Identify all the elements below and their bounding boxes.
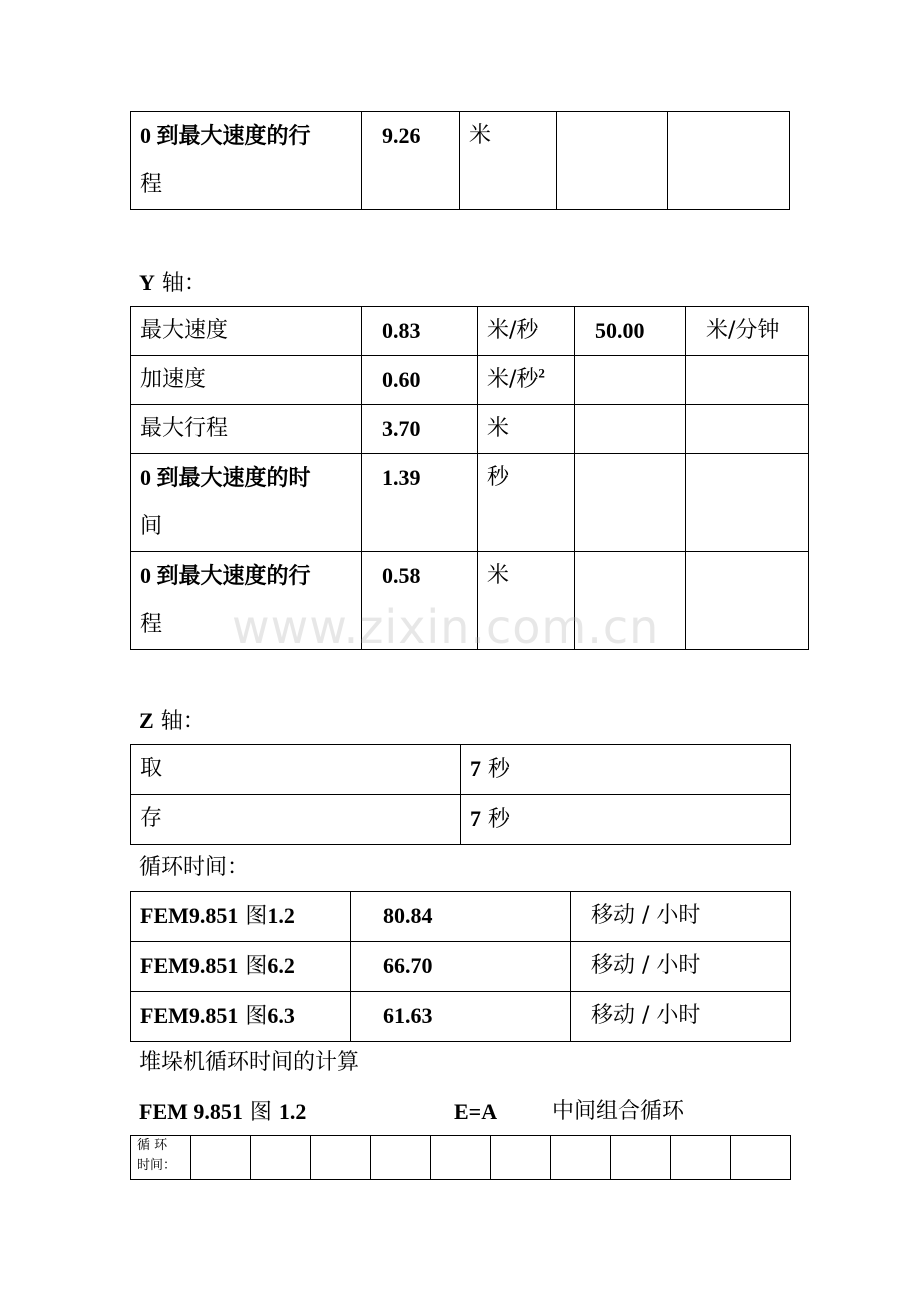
cycle-grid-cell [731,1136,791,1180]
x-travel-label-line1: 0 到最大速度的行 [140,123,311,148]
cycle-grid-cell [191,1136,251,1180]
y-time-empty-2 [686,454,809,552]
x-travel-empty-2 [668,112,790,210]
z-axis-letter: Z [139,708,154,733]
cycle-row-1-fig-label: 图 [245,904,268,929]
cycle-row-1-fig-num: 1.2 [267,903,295,928]
y-max-speed-unit2: 米/分钟 [686,307,809,356]
y-axis-heading [139,268,206,299]
y-max-speed-value: 0.83 [362,307,478,356]
cycle-row-2-std-name: FEM9.851 [140,953,239,978]
y-max-travel-label: 最大行程 [131,405,362,454]
cycle-row-3-unit: 移动 / 小时 [571,992,791,1042]
y-accel-travel-label-line2: 程 [140,612,163,637]
y-accel-unit-sup: 2 [538,365,545,381]
cycle-grid-label [131,1136,191,1180]
cycle-grid-cell [251,1136,311,1180]
cycle-time-grid [130,1135,791,1180]
calc-fig-label: 图 [249,1100,272,1125]
cycle-row-1-unit: 移动 / 小时 [571,892,791,942]
cycle-time-table [130,891,791,1042]
z-pick-value-num: 7 [470,756,481,781]
y-max-speed-unit: 米/秒 [478,307,575,356]
cycle-row-2-std [131,942,351,992]
y-time-label [131,454,362,552]
y-accel-label: 加速度 [131,356,362,405]
cycle-grid-cell [671,1136,731,1180]
z-pick-label: 取 [131,745,461,795]
y-accel-empty-2 [686,356,809,405]
cycle-row-2-unit: 移动 / 小时 [571,942,791,992]
y-axis-table [130,306,809,650]
cycle-grid-cell [431,1136,491,1180]
y-accel-value: 0.60 [362,356,478,405]
cycle-row-2-fig-num: 6.2 [267,953,295,978]
cycle-time-heading: 循环时间： [139,855,250,880]
x-travel-label-line2: 程 [140,172,163,197]
y-time-empty-1 [575,454,686,552]
y-accel-travel-unit: 米 [478,552,575,650]
y-time-unit: 秒 [478,454,575,552]
z-store-value [461,795,791,845]
x-travel-empty-1 [557,112,668,210]
x-travel-label [131,112,362,210]
cycle-grid-label-line2: 时间： [137,1158,177,1173]
y-max-speed-value2: 50.00 [575,307,686,356]
y-axis-heading-text: 轴： [161,271,206,296]
calc-mode: 中间组合循环 [552,1099,685,1124]
cycle-grid-label-line1: 循 环 [137,1138,168,1153]
y-accel-travel-empty-2 [686,552,809,650]
y-max-travel-unit: 米 [478,405,575,454]
x-axis-tail-table [130,111,790,210]
cycle-row-3-std-name: FEM9.851 [140,1003,239,1028]
z-store-label: 存 [131,795,461,845]
y-accel-unit: 米/秒 [487,367,539,392]
cycle-row-3-value: 61.63 [351,992,571,1042]
y-max-speed-label: 最大速度 [131,307,362,356]
z-pick-value [461,745,791,795]
cycle-row-1-value: 80.84 [351,892,571,942]
cycle-row-3-fig-label: 图 [245,1004,268,1029]
z-pick-value-unit: 秒 [488,757,511,782]
cycle-row-2-value: 66.70 [351,942,571,992]
y-time-value: 1.39 [362,454,478,552]
x-travel-value: 9.26 [362,112,460,210]
cycle-row-1-std-name: FEM9.851 [140,903,239,928]
cycle-row-1-std [131,892,351,942]
calc-condition: E=A [454,1099,498,1124]
watermark: www.zixin.com.cn [232,600,660,654]
cycle-grid-cell [311,1136,371,1180]
cycle-row-3-fig-num: 6.3 [267,1003,295,1028]
calc-heading: 堆垛机循环时间的计算 [139,1050,360,1075]
cycle-row-2-fig-label: 图 [245,954,268,979]
calc-std-line [139,1097,306,1128]
x-travel-unit: 米 [460,112,557,210]
z-axis-heading [139,706,205,737]
z-axis-heading-text: 轴： [160,709,205,734]
y-accel-empty-1 [575,356,686,405]
calc-std: FEM 9.851 [139,1099,243,1124]
z-store-value-unit: 秒 [488,807,511,832]
y-max-travel-empty-1 [575,405,686,454]
y-axis-letter: Y [139,270,155,295]
z-store-value-num: 7 [470,806,481,831]
y-accel-travel-value: 0.58 [362,552,478,650]
cycle-row-3-std [131,992,351,1042]
cycle-grid-cell [491,1136,551,1180]
cycle-grid-cell [551,1136,611,1180]
y-max-travel-empty-2 [686,405,809,454]
y-accel-travel-label-line1: 0 到最大速度的行 [140,563,311,588]
calc-fig-num: 1.2 [278,1099,307,1124]
cycle-grid-cell [611,1136,671,1180]
y-time-label-line2: 间 [140,514,163,539]
y-accel-unit-cell [478,356,575,405]
y-time-label-line1: 0 到最大速度的时 [140,465,311,490]
cycle-grid-cell [371,1136,431,1180]
y-max-travel-value: 3.70 [362,405,478,454]
z-axis-table [130,744,791,845]
